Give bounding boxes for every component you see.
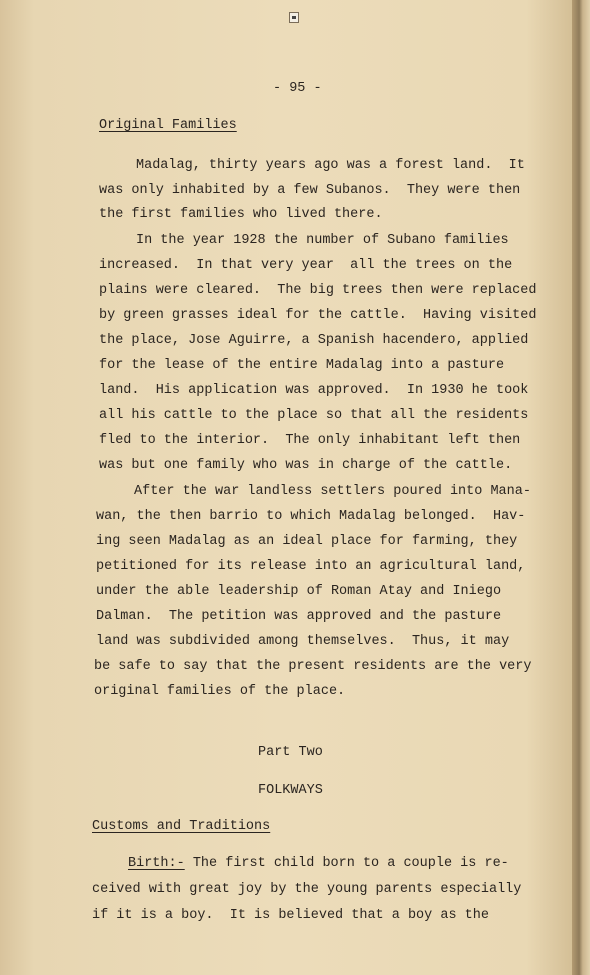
paragraph-line: if it is a boy. It is believed that a boy as the [92,908,489,923]
section-heading: Original Families [99,118,237,133]
paragraph-line: all his cattle to the place so that all the residents [99,408,529,423]
part-title: Part Two [258,745,323,760]
paragraph-line: wan, the then barrio to which Madalag belonged. Hav- [96,509,526,524]
paragraph-line: original families of the place. [94,684,346,699]
birth-first-line: The first child born to a couple is re- [184,856,509,871]
paragraph-line: land. His application was approved. In 1930 he took [99,383,529,398]
paragraph-line: fled to the interior. The only inhabitant left then [99,433,521,448]
paragraph-line: Dalman. The petition was approved and the pasture [96,609,502,624]
paragraph-line: the first families who lived there. [99,207,383,222]
paragraph-line: In the year 1928 the number of Subano families [136,233,509,248]
paragraph-line: After the war landless settlers poured into Mana- [134,484,531,499]
page-number: - 95 - [273,81,322,96]
paragraph-line: under the able leadership of Roman Atay and Iniego [96,584,502,599]
paragraph-line: increased. In that very year all the trees on the [99,258,513,273]
book-spine-edge [572,0,590,975]
birth-label: Birth:- [128,856,185,871]
paragraph-line: Madalag, thirty years ago was a forest land. It [136,158,525,173]
paragraph-line: plains were cleared. The big trees then were replaced [99,283,537,298]
paragraph-line: the place, Jose Aguirre, a Spanish hacendero, applied [99,333,529,348]
paragraph-line: land was subdivided among themselves. Thus, it may [96,634,510,649]
subsection-heading: Customs and Traditions [92,819,271,834]
paragraph-line: ceived with great joy by the young parents especially [92,882,522,897]
paragraph-line: was but one family who was in charge of the cattle. [99,458,513,473]
paragraph-line: was only inhabited by a few Subanos. They were then [99,183,521,198]
paragraph-line: ing seen Madalag as an ideal place for farming, they [96,534,518,549]
birth-paragraph-line [128,857,509,871]
page-marker-icon [289,12,299,23]
paragraph-line: petitioned for its release into an agricultural land, [96,559,526,574]
paragraph-line: by green grasses ideal for the cattle. Having visited [99,308,537,323]
paragraph-line: for the lease of the entire Madalag into a pasture [99,358,505,373]
part-subtitle: FOLKWAYS [258,783,323,798]
paragraph-line: be safe to say that the present residents are the very [94,659,532,674]
